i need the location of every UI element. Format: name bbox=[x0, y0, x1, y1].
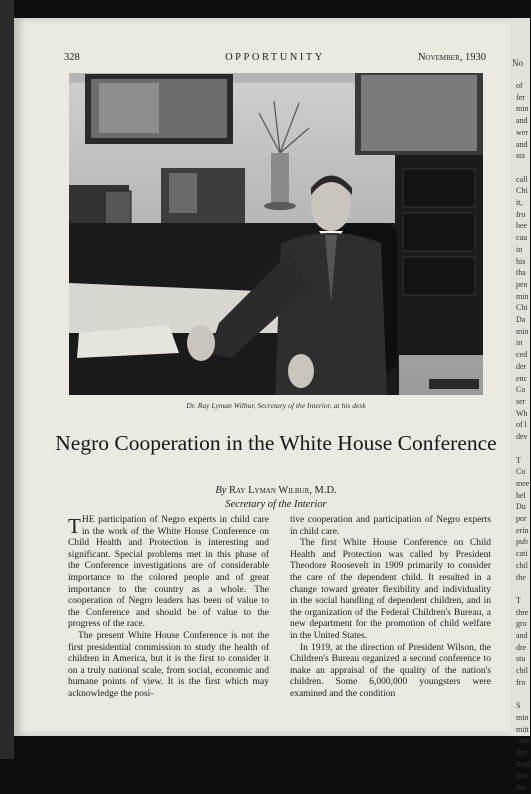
adjacent-page-line: Co bbox=[516, 385, 526, 395]
issue-date: November, 1930 bbox=[417, 52, 486, 63]
adjacent-page-line: min bbox=[516, 326, 529, 336]
adjacent-page-line: Co bbox=[516, 467, 526, 477]
paragraph-intro-text: HE participation of Negro experts in child care in the work of the White House Conference on Child Health and Protection is interesting and significant. Special problems met in this phase of the Conference investigations are of considerable importance to the colored people and of great importance to the country as a whole. The cooperation of Negro leaders has been of value to the Conference and should be of value to the progress of the race. bbox=[68, 515, 269, 630]
photograph bbox=[69, 73, 483, 395]
article-column-left bbox=[68, 515, 269, 701]
adjacent-page-line: mitt bbox=[516, 724, 529, 734]
adjacent-page-line: field bbox=[516, 759, 531, 769]
drop-cap: T bbox=[68, 514, 81, 538]
paragraph: The present White House Conference is not the first presidential commission to study the health of children in America, but it is the first to consider it on a truly national scale, from social, economic and humane points of view. It is the first which may acknowledge the posi- bbox=[68, 630, 269, 699]
adjacent-page-line: chil bbox=[516, 666, 528, 676]
adjacent-page-line: dre bbox=[516, 642, 527, 652]
article-title: Negro Cooperation in the White House Conference bbox=[55, 431, 497, 455]
adjacent-page-line: com bbox=[516, 736, 530, 746]
adjacent-page-line: bee bbox=[516, 221, 528, 231]
adjacent-page-line: min bbox=[516, 104, 529, 114]
adjacent-page-line: fer bbox=[516, 92, 525, 102]
page-number: 328 bbox=[64, 52, 80, 63]
adjacent-page-line bbox=[510, 443, 531, 455]
article-column-right bbox=[290, 515, 491, 701]
book-spine bbox=[0, 0, 14, 759]
adjacent-page-line: der bbox=[516, 361, 527, 371]
adjacent-page-line: cau bbox=[516, 233, 528, 243]
adjacent-page-line: of bbox=[516, 81, 523, 90]
adjacent-page-line: stu bbox=[516, 654, 526, 664]
adjacent-page-line: dev bbox=[516, 432, 528, 442]
adjacent-page-line: duc bbox=[516, 748, 528, 758]
adjacent-page-line: Du bbox=[516, 502, 526, 512]
adjacent-page-line: pen bbox=[516, 279, 528, 289]
adjacent-page-line: in bbox=[516, 244, 523, 254]
adjacent-page-line bbox=[510, 689, 531, 701]
adjacent-page-line: min bbox=[516, 291, 529, 301]
adjacent-page-line: T bbox=[516, 455, 521, 465]
adjacent-page-line: it, bbox=[516, 198, 523, 208]
adjacent-page-line: S bbox=[516, 701, 521, 711]
adjacent-page-line bbox=[510, 162, 531, 174]
adjacent-page-line: ced bbox=[516, 350, 528, 360]
byline-prefix: By bbox=[215, 485, 227, 496]
magazine-title: OPPORTUNITY bbox=[225, 52, 325, 63]
adjacent-page-line: fro bbox=[516, 677, 526, 687]
adjacent-page-line: and bbox=[516, 116, 528, 126]
adjacent-page-line: fro bbox=[516, 209, 526, 219]
adjacent-page-edge bbox=[510, 18, 531, 793]
adjacent-page-line: mee bbox=[516, 478, 530, 488]
photo-scene bbox=[69, 73, 483, 395]
adjacent-page-line: pub bbox=[516, 537, 528, 547]
author-role: Secretary of the Interior bbox=[225, 499, 327, 510]
adjacent-page-line: the bbox=[516, 572, 526, 582]
adjacent-page-line: the bbox=[516, 783, 526, 793]
adjacent-page-line: and bbox=[516, 631, 528, 641]
adjacent-page-line: in bbox=[516, 338, 523, 348]
paragraph: The first White House Conference on Child Health and Protection was called by President Theodore Roosevelt in 1909 primarily to consider the care of the dependent child. It resulted in a change toward greater flexibility and individuality in the social handling of dependent children, and in the organization of the Federal Children's Bureau, a new department for the promotion of child welfare in the United States. bbox=[290, 538, 491, 641]
adjacent-page-line: ser bbox=[516, 396, 526, 406]
adjacent-page-line: sta bbox=[516, 151, 525, 161]
adjacent-page-line: Wh bbox=[516, 408, 528, 418]
adjacent-page-line: and bbox=[516, 139, 528, 149]
author-name: Ray Lyman Wilbur, M.D. bbox=[229, 485, 337, 496]
adjacent-page-line: por bbox=[516, 514, 527, 524]
adjacent-page-line: tha bbox=[516, 268, 526, 278]
adjacent-page-line: hel bbox=[516, 490, 526, 500]
paragraph-intro bbox=[68, 515, 269, 631]
adjacent-page-line: cati bbox=[516, 549, 528, 559]
adjacent-page-line: T bbox=[516, 595, 521, 605]
article-byline bbox=[50, 485, 502, 496]
adjacent-page-line: wer bbox=[516, 127, 528, 137]
adjacent-page-line: call bbox=[516, 174, 528, 184]
adjacent-page-line: gro bbox=[516, 619, 527, 629]
adjacent-page-line: tion bbox=[516, 771, 529, 781]
adjacent-page-line: enc bbox=[516, 373, 528, 383]
running-header bbox=[64, 52, 486, 66]
adjacent-page-line: Chi bbox=[516, 186, 528, 196]
adjacent-page-line: thre bbox=[516, 607, 529, 617]
adjacent-page-line: of l bbox=[516, 420, 527, 430]
adjacent-page-line: Da bbox=[516, 315, 526, 325]
paragraph: In 1919, at the direction of President Wilson, the Children's Bureau organized a second conference to make an appraisal of the quality of the nation's children. Some 6,000,000 youngsters were examined and the condition bbox=[290, 642, 491, 699]
adjacent-page-line: chil bbox=[516, 560, 528, 570]
adjacent-page-header: No bbox=[512, 58, 523, 68]
photo-caption: Dr. Ray Lyman Wilbur, Secretary of the Interior, at his desk bbox=[186, 401, 366, 410]
adjacent-page-line: erin bbox=[516, 525, 529, 535]
adjacent-page-line bbox=[510, 583, 531, 595]
adjacent-page-line: Chi bbox=[516, 303, 528, 313]
adjacent-page-line: min bbox=[516, 712, 529, 722]
paragraph: tive cooperation and participation of Negro experts in child care. bbox=[290, 515, 491, 537]
adjacent-page-line: his bbox=[516, 256, 526, 266]
adjacent-page-text bbox=[510, 80, 531, 794]
